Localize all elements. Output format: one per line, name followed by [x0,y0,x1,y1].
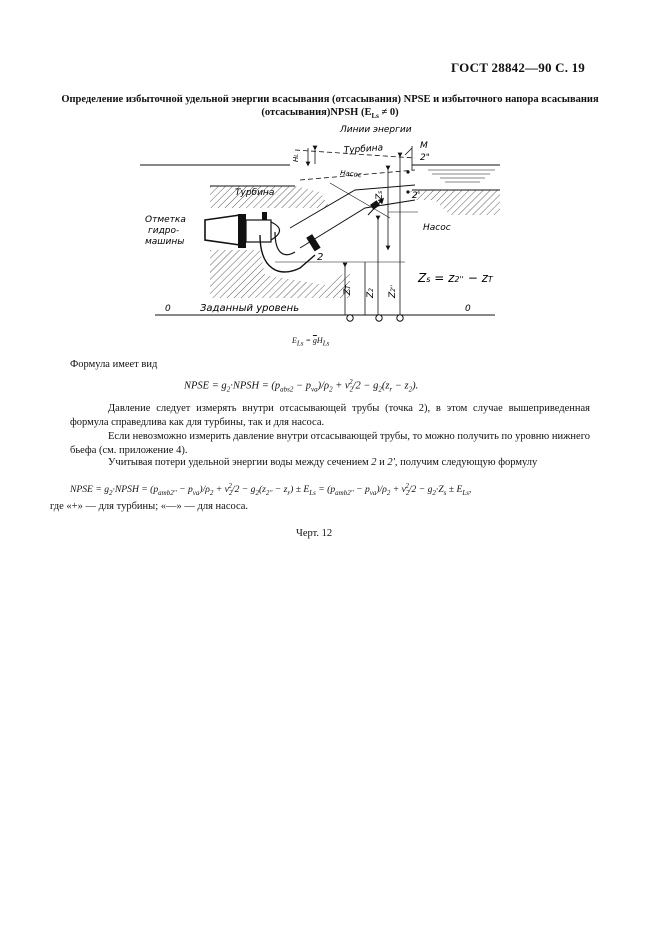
label-turbine-left: Турбина [235,188,275,198]
label-turbine-top: Турбина [343,143,384,156]
label-2p: 2' [412,191,421,201]
label-equation: Zs = z2'' − zT [418,271,493,285]
paragraph-sign-note: где «+» — для турбины; «—» — для насоса. [50,501,249,512]
intake-flange [238,214,246,248]
label-2pp: 2" [420,153,430,163]
title-line-2: (отсасывания)NPSH $(E_{Ls} \ne 0)$ [261,107,399,121]
label-zs: Zs [375,190,385,200]
label-machine-mark-2: гидро- [148,226,180,236]
label-pump-top: Насос [339,169,363,180]
elbow-outer [260,235,315,272]
machine-body [246,220,271,242]
label-m: М [420,141,428,151]
title-line-1: Определение избыточной удельной энергии всасывания (отсасывания) NPSE и избыточного напора всасывания [61,94,599,105]
formula-1: NPSE = $g_2\cdot NPSH = (p_{abs2} - p_{va})/\rho_2 + v_2^2/2 - g_2(z_r - z_2)$. [184,378,419,394]
label-machine-mark-1: Отметка [145,215,186,225]
document-header: ГОСТ 28842—90 С. 19 [451,60,585,75]
label-pump-right: Насос [423,223,451,233]
paragraph-measure: Давление следует измерять внутри отсасывающей трубы (точка 2), в этом случае вышеприведенная формула справедлива как для турбины, так и для насоса. [70,403,590,428]
figure-caption: $E_{Ls} = \overline{g}H_{Ls}$ [292,336,330,348]
paragraph-intro: Формула имеет вид [70,359,158,370]
paragraph-losses: Учитывая потери удельной энергии воды между сечением 2 и 2', получим следующую формулу [108,457,538,468]
section-title [40,93,620,123]
label-z2pp: Z2'' [388,284,398,298]
elbow-inner [275,232,295,255]
label-zt: ZT [343,285,353,295]
paragraph-alternative: Если невозможно измерить давление внутри отсасывающей трубы, то можно получить по уровню нижнего бьефа (см. приложение 4). [70,431,590,456]
machine-intake [205,215,240,245]
ground-hatch-lower [210,250,350,298]
formula-2: NPSE = $g_2\cdot NPSH = (p_{amb2''} - p_{va})/\rho_2 + v_2^2/2 - g_2(z_{2''} - z_r) \pm E_{Ls} = (p_{amb2''} - p_{va})/\rho_2 + v_2^2/2 - g_2\cdot Z_s \pm E_{Ls}$, [70,482,472,498]
label-hl: HL [292,153,300,162]
label-datum-text: Заданный уровень [200,303,300,314]
label-datum-left: 0 [165,304,171,314]
figure-number: Черт. 12 [296,528,333,539]
label-point-2: 2 [317,252,324,263]
label-z2: Z2 [366,288,376,298]
label-energy-lines: Линии энергии [340,125,412,135]
hydraulic-diagram [145,120,500,335]
label-datum-right: 0 [465,304,471,314]
label-machine-mark-3: машины [145,237,185,247]
ground-hatch-right [410,190,500,215]
